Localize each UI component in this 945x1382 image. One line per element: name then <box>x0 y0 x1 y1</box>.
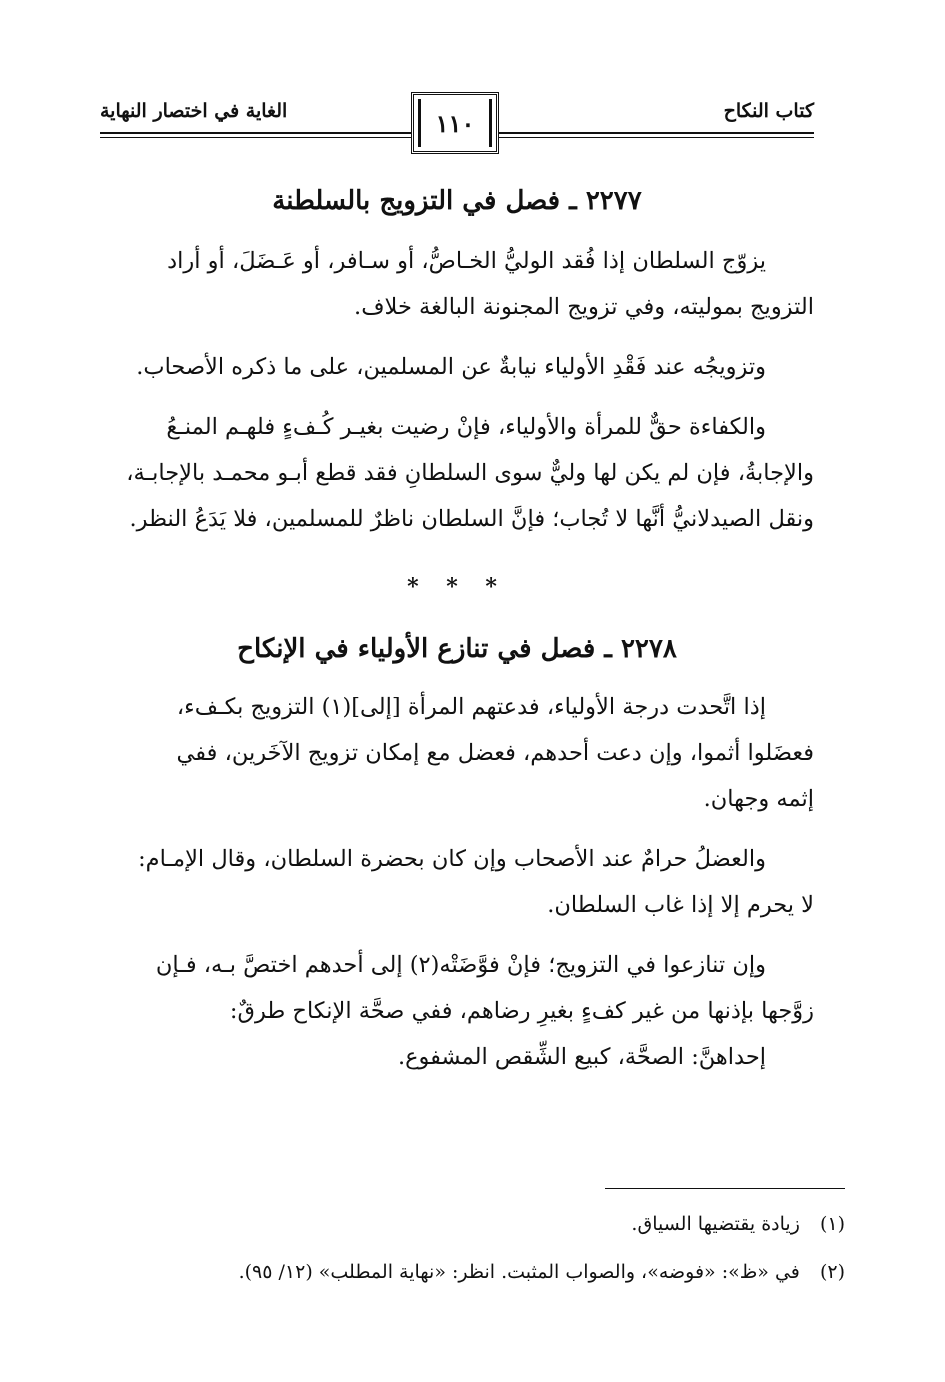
text-line: وتزويجُه عند فَقْدِ الأولياء نيابةٌ عن المسلمين، على ما ذكره الأصحاب. <box>136 354 766 380</box>
text-line: ونقل الصيدلانيُّ أنَّها لا تُجاب؛ فإنَّ السلطان ناظرٌ للمسلمين، فلا يَدَعُ النظر. <box>129 506 814 532</box>
page-number: ١١٠ <box>435 109 475 138</box>
paragraph <box>100 238 814 330</box>
footnote-number: (١) <box>819 1213 845 1235</box>
section-title-2277: ٢٢٧٧ ـ فصل في التزويج بالسلطنة <box>272 186 642 216</box>
paragraph <box>100 836 814 928</box>
text-line: لا يحرم إلا إذا غاب السلطان. <box>547 892 814 918</box>
text-line: والكفاءة حقٌّ للمرأة والأولياء، فإنْ رضيت بغيـر كُـفءٍ فلهـم المنـعُ <box>166 414 766 440</box>
page-number-frame <box>411 92 499 154</box>
running-header <box>100 92 814 162</box>
text-line: وإن تنازعوا في التزويج؛ فإنْ فوَّضَتْه(٢) إلى أحدهم اختصَّ بـه، فـإن <box>155 952 766 978</box>
text-line: إثمه وجهان. <box>703 786 814 812</box>
footnote-number: (٢) <box>819 1261 845 1283</box>
footnote-2 <box>100 1248 845 1296</box>
text-line: إحداهنَّ: الصحَّة، كبيع الشِّقص المشفوع. <box>397 1044 766 1070</box>
text-line: والعضلُ حرامٌ عند الأصحاب وإن كان بحضرة السلطان، وقال الإمـام: <box>138 846 766 872</box>
text-line: يزوّج السلطان إذا فُقد الوليُّ الخـاصُّ، أو سـافر، أو عَـضَلَ، أو أراد <box>167 248 766 274</box>
text-line: فعضَلوا أثموا، وإن دعت أحدهم، فعضل مع إمكان تزويج الآخَرين، ففي <box>176 740 814 766</box>
footnotes <box>100 1200 845 1296</box>
text-line: إذا اتَّحدت درجة الأولياء، فدعتهم المرأة [إلى](١) التزويج بكـفء، <box>176 694 766 720</box>
paragraph <box>100 684 814 822</box>
text-line: والإجابةُ، فإن لم يكن لها وليٌّ سوى السلطانِ فقد قطع أبـو محمـد بالإجابـة، <box>126 460 814 486</box>
section-title-2278: ٢٢٧٨ ـ فصل في تنازع الأولياء في الإنكاح <box>237 634 677 664</box>
paragraph <box>100 942 814 1080</box>
page-content <box>100 180 814 1080</box>
footnote-rule <box>605 1188 845 1189</box>
paragraph <box>100 344 814 390</box>
text-line: التزويج بموليته، وفي تزويج المجنونة البالغة خلاف. <box>354 294 814 320</box>
footnote-text: في «ظ»: «فوضه»، والصواب المثبت. انظر: «نهاية المطلب» (١٢/ ٩٥). <box>238 1261 800 1283</box>
book-title: الغاية في اختصار النهاية <box>100 100 288 122</box>
paragraph <box>100 404 814 542</box>
footnote-1 <box>100 1200 845 1248</box>
text-line: زوَّجها بإذنها من غير كفءٍ بغيرِ رضاهم، ففي صحَّة الإنكاح طرقٌ: <box>229 998 814 1024</box>
section-separator: * * * <box>407 574 507 600</box>
footnote-text: زيادة يقتضيها السياق. <box>631 1213 800 1235</box>
chapter-title: كتاب النكاح <box>723 100 814 122</box>
